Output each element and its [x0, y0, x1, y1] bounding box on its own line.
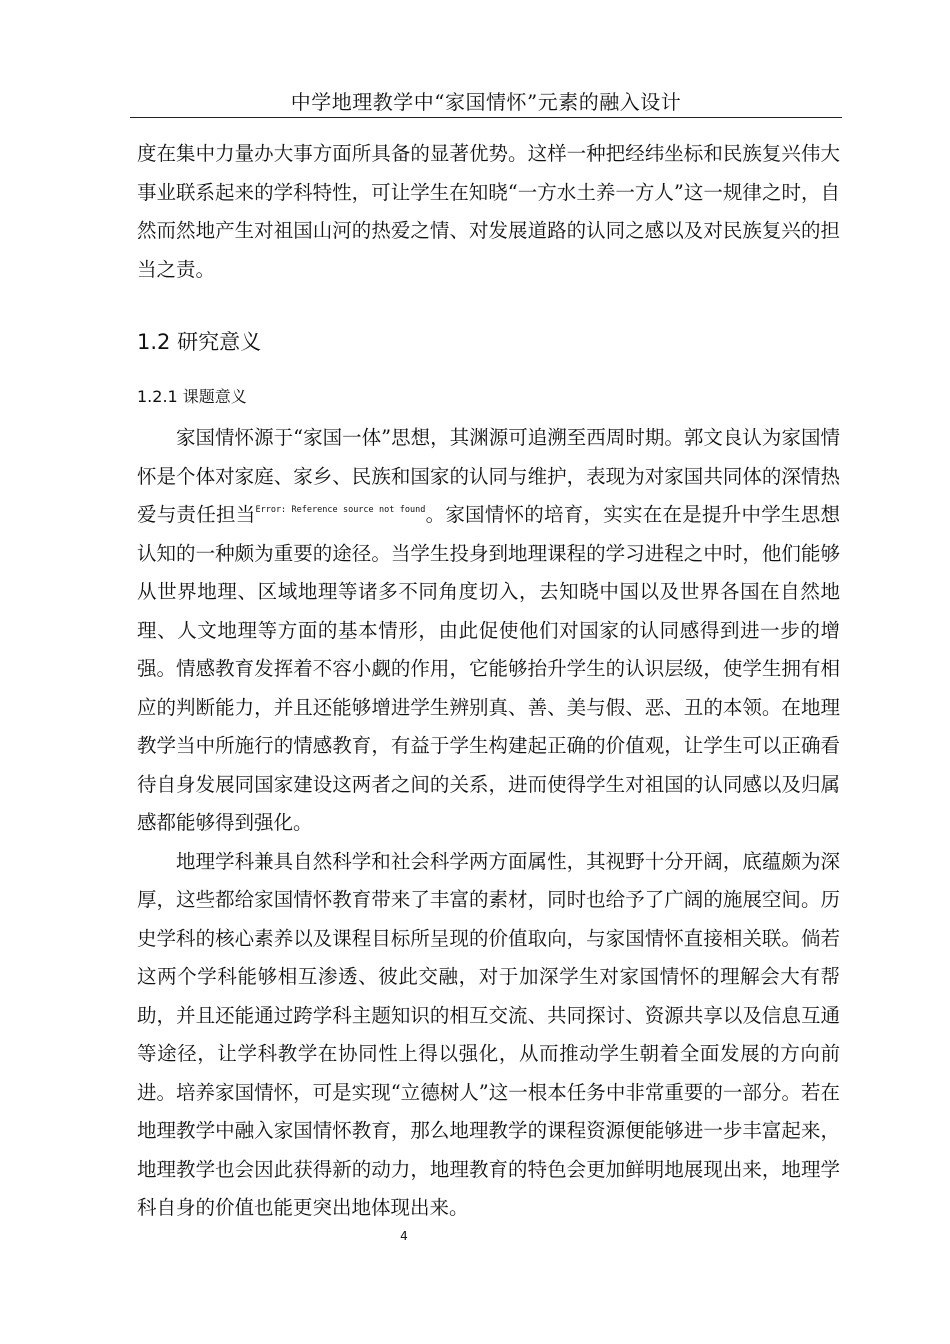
section-heading: 1.2 研究意义: [137, 330, 262, 354]
reference-error-text: Error: Reference source not found: [255, 505, 426, 515]
body-paragraph-1: [137, 419, 840, 843]
page-number: 4: [400, 1229, 408, 1243]
body-content: [137, 135, 840, 1228]
paragraph-text-after-ref: 。家国情怀的培育，实实在在是提升中学生思想认知的一种颇为重要的途径。当学生投身到地理课程的学习进程之中时，他们能够从世界地理、区域地理等诸多不同角度切入，去知晓中国以及世界各国在自然地理、人文地理等方面的基本情形，由此促使他们对国家的认同感得到进一步的增强。情感教育发挥着不容小觑的作用，它能够抬升学生的认识层级，使学生拥有相应的判断能力，并且还能够增进学生辨别真、善、美与假、恶、丑的本领。在地理教学当中所施行的情感教育，有益于学生构建起正确的价值观，让学生可以正确看待自身发展同国家建设这两者之间的关系，进而使得学生对祖国的认同感以及归属感都能够得到强化。: [137, 503, 840, 834]
paragraph-text-before-ref: 家国情怀源于“家国一体”思想，其渊源可追溯至西周时期。郭文良认为家国情怀是个体对家庭、家乡、民族和国家的认同与维护，表现为对家国共同体的深情热爱与责任担当: [137, 426, 840, 526]
continuation-paragraph: 度在集中力量办大事方面所具备的显著优势。这样一种把经纬坐标和民族复兴伟大事业联系起来的学科特性，可让学生在知晓“一方水土养一方人”这一规律之时，自然而然地产生对祖国山河的热爱之情、对发展道路的认同之感以及对民族复兴的担当之责。: [137, 142, 840, 281]
body-paragraph-2: 地理学科兼具自然科学和社会科学两方面属性，其视野十分开阔，底蕴颇为深厚，这些都给家国情怀教育带来了丰富的素材，同时也给予了广阔的施展空间。历史学科的核心素养以及课程目标所呈现的价值取向，与家国情怀直接相关联。倘若这两个学科能够相互渗透、彼此交融，对于加深学生对家国情怀的理解会大有帮助，并且还能通过跨学科主题知识的相互交流、共同探讨、资源共享以及信息互通等途径，让学科教学在协同性上得以强化，从而推动学生朝着全面发展的方向前进。培养家国情怀，可是实现“立德树人”这一根本任务中非常重要的一部分。若在地理教学中融入家国情怀教育，那么地理教学的课程资源便能够进一步丰富起来，地理教学也会因此获得新的动力，地理教育的特色会更加鲜明地展现出来，地理学科自身的价值也能更突出地体现出来。: [137, 849, 840, 1219]
running-header-title: 中学地理教学中“家国情怀”元素的融入设计: [290, 90, 682, 114]
header-rule: [130, 117, 842, 118]
subsection-heading: 1.2.1 课题意义: [137, 387, 247, 406]
